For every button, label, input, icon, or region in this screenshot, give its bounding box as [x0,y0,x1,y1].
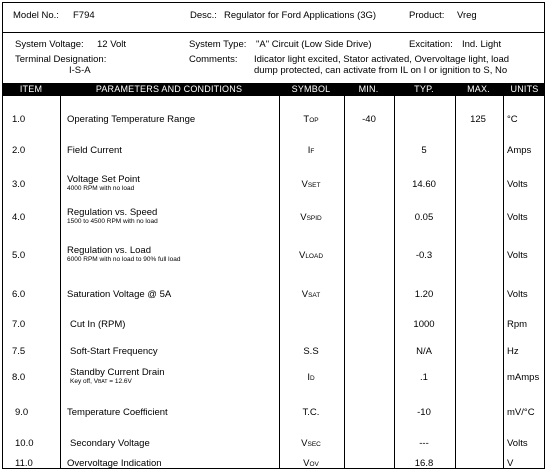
row-typ: 14.60 [412,179,436,190]
row-item: 3.0 [12,179,26,190]
row-typ: 1000 [413,319,435,330]
row-item: 8.0 [12,372,26,383]
row-typ: -10 [417,407,431,418]
desc-label: Desc.: [190,10,217,21]
col-header-symbol: SYMBOL [291,84,331,94]
excitation-value: Ind. Light [462,39,502,50]
row-symbol [281,250,341,262]
symbol-text: V [298,250,306,261]
symbol-subscript: OP [309,117,319,124]
comments-label: Comments: [189,54,238,65]
row-item: 4.0 [12,212,26,223]
row-typ: 16.8 [414,458,434,469]
col-header-max: MAX. [467,84,490,94]
symbol-text: V [300,212,307,223]
symbol-text: T.C. [302,407,320,418]
comments-line-1: Idicator light excited, Stator activated, Overvoltage light, load [254,54,510,65]
row-units: mAmps [507,372,540,383]
row-typ: -0.3 [415,250,433,261]
row-parameter [70,438,150,449]
parameter-name: Regulation vs. Load [67,245,151,256]
symbol-text: V [301,179,308,190]
symbol-subscript: SET [307,182,321,189]
row-max: 125 [470,114,486,125]
column-divider [60,96,61,468]
column-divider [455,96,456,468]
symbol-text: I [307,372,310,383]
parameter-name: Standby Current Drain [70,367,165,378]
row-parameter [67,289,171,300]
model-label: Model No.: [13,10,59,21]
condition-subscript: BAT [98,379,108,385]
column-divider [344,96,345,468]
row-symbol [281,179,341,191]
row-symbol [281,114,341,126]
symbol-text: T [303,114,310,125]
system-voltage-label: System Voltage: [15,39,84,50]
parameter-condition [67,218,158,226]
row-units: Volts [507,289,528,300]
system-voltage-value: 12 Volt [97,39,127,50]
row-symbol [281,212,341,224]
parameter-name: Operating Temperature Range [67,114,196,125]
parameter-name: Cut In (RPM) [70,319,126,330]
column-divider [394,96,395,468]
symbol-subscript: SEC [307,441,321,448]
row-units: Volts [507,179,528,190]
parameter-name: Regulation vs. Speed [67,207,158,218]
symbol-text: V [301,438,308,449]
comments-line-2: dump protected, can activate from IL on I or ignition to S, No [254,65,508,76]
row-units: Hz [507,346,519,357]
row-typ: --- [419,438,429,449]
row-parameter [70,346,158,357]
excitation-label: Excitation: [409,39,453,50]
row-parameter [67,458,162,469]
row-typ: 1.20 [414,289,434,300]
row-parameter [67,407,168,418]
condition-tail: = 12.6V [107,378,132,385]
row-item: 10.0 [15,438,34,449]
row-item: 11.0 [15,458,33,469]
header-divider [3,32,544,33]
row-units: Amps [507,145,532,156]
row-symbol [281,289,341,301]
row-min: -40 [362,114,376,125]
symbol-text: V [303,458,310,469]
row-symbol [281,346,341,357]
symbol-text: I [307,145,311,156]
row-item: 9.0 [15,407,29,418]
symbol-subscript: SPID [306,215,322,222]
parameter-name: Field Current [67,145,122,156]
product-label: Product: [409,10,445,21]
row-parameter [67,145,122,156]
row-units: Volts [507,212,528,223]
symbol-subscript: F [310,148,315,155]
row-units: Volts [507,438,528,449]
desc-value: Regulator for Ford Applications (3G) [224,10,377,21]
model-value: F794 [73,10,95,21]
row-parameter [70,367,165,386]
terminal-label: Terminal Designation: [15,54,107,65]
column-divider [503,96,504,468]
parameter-condition [70,378,165,386]
row-parameter [70,319,125,330]
row-symbol [281,372,341,384]
row-units: Rpm [507,319,528,330]
row-item: 6.0 [12,289,26,300]
col-header-units: UNITS [510,84,539,94]
symbol-subscript: SAT [308,292,321,299]
row-item: 7.0 [12,319,26,330]
column-divider [279,96,280,468]
symbol-subscript: LOAD [305,253,324,260]
symbol-text: S.S [303,346,319,357]
condition-text: Key off, V [70,378,99,385]
row-symbol [281,438,341,450]
system-type-label: System Type: [189,39,247,50]
row-typ: N/A [416,346,432,357]
col-header-item: ITEM [19,84,43,94]
row-item: 5.0 [12,250,26,261]
row-symbol [281,407,341,418]
row-parameter [67,174,140,193]
table-header [3,83,544,96]
parameter-name: Voltage Set Point [67,174,140,185]
symbol-text: V [301,289,309,300]
terminal-value: I-S-A [69,65,91,76]
spec-sheet [2,2,545,469]
row-units: mV/°C [507,407,535,418]
system-type-value: "A" Circuit (Low Side Drive) [256,39,372,50]
row-units: V [507,458,514,469]
parameter-name: Saturation Voltage @ 5A [67,289,172,300]
row-item: 7.5 [12,346,26,357]
row-typ: 0.05 [414,212,434,223]
row-typ: .1 [420,372,428,383]
condition-text: 6000 RPM with no load to 90% full load [67,256,181,263]
row-units: °C [507,114,518,125]
symbol-subscript: OV [309,461,319,468]
parameter-name: Overvoltage Indication [67,458,162,469]
row-item: 2.0 [12,145,26,156]
row-typ: 5 [421,145,427,156]
row-item: 1.0 [12,114,26,125]
parameter-name: Temperature Coefficient [67,407,168,418]
parameter-condition [67,185,140,193]
parameter-condition [67,256,180,264]
col-header-parameters: PARAMETERS AND CONDITIONS [95,84,243,94]
row-parameter [67,114,195,125]
parameter-name: Soft-Start Frequency [70,346,158,357]
col-header-min: MIN. [358,84,379,94]
row-symbol [281,145,341,157]
col-header-typ: TYP. [414,84,434,94]
condition-text: 4000 RPM with no load [67,185,135,192]
symbol-subscript: D [309,375,315,382]
product-value: Vreg [457,10,477,21]
row-parameter [67,207,158,226]
row-symbol [281,458,341,470]
row-units: Volts [507,250,528,261]
row-parameter [67,245,180,264]
parameter-name: Secondary Voltage [70,438,150,449]
condition-text: 1500 to 4500 RPM with no load [67,218,158,225]
